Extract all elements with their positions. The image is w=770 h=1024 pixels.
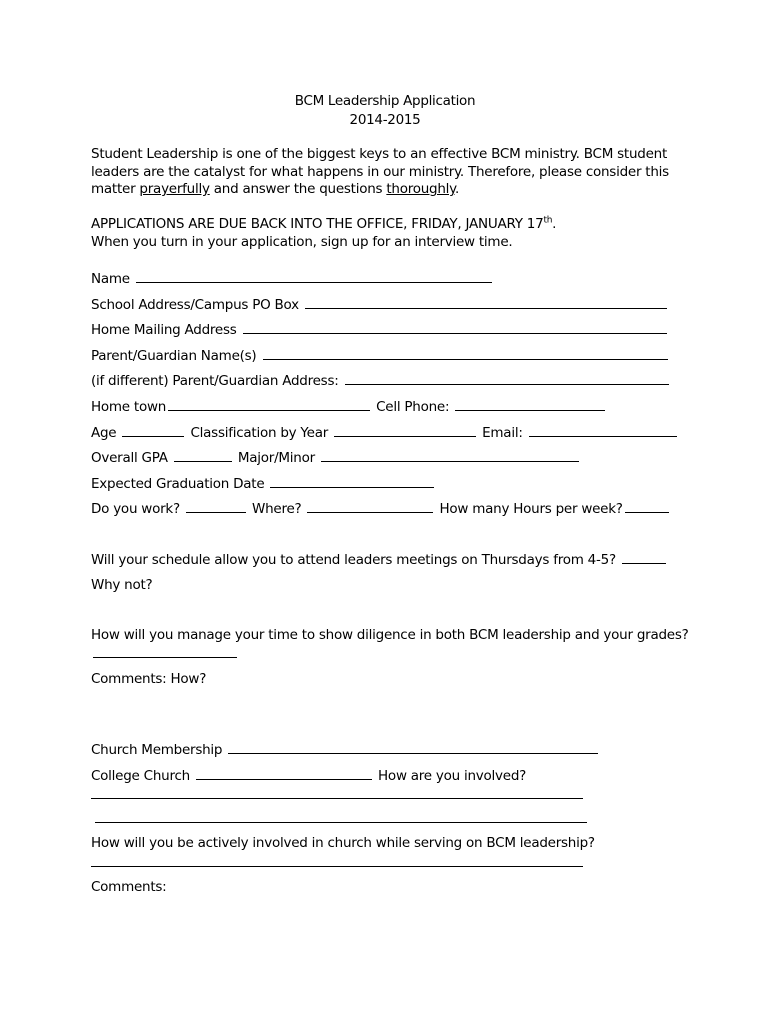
intro-emphasis-thoroughly: thoroughly xyxy=(386,181,455,197)
church-involvement-row xyxy=(91,835,691,855)
schedule-question: Will your schedule allow you to attend leaders meetings on Thursdays from 4-5? xyxy=(91,552,616,568)
cell-phone-label: Cell Phone: xyxy=(376,399,450,415)
guardian-names-label: Parent/Guardian Name(s) xyxy=(91,348,257,364)
intro-text-2: and answer the questions xyxy=(209,181,387,197)
intro-period: . xyxy=(454,181,460,197)
age-row xyxy=(91,424,691,444)
church-membership-row xyxy=(91,741,691,761)
gpa-row xyxy=(91,449,691,469)
guardian-address-row xyxy=(91,372,691,392)
hometown-label: Home town xyxy=(91,399,167,415)
comments-how-label: Comments: How? xyxy=(91,671,207,687)
graduation-label: Expected Graduation Date xyxy=(91,476,265,492)
comments-label: Comments: xyxy=(91,879,167,895)
why-not-row xyxy=(91,577,691,597)
guardian-address-label: (if different) Parent/Guardian Address: xyxy=(91,373,339,389)
guardian-names-field[interactable] xyxy=(263,347,668,360)
deadline-period: . xyxy=(552,216,557,232)
name-row xyxy=(91,270,691,290)
name-label: Name xyxy=(91,271,130,287)
email-field[interactable] xyxy=(529,424,677,437)
schedule-row xyxy=(91,551,691,571)
involvement-answer-line-1[interactable] xyxy=(91,798,583,799)
school-address-label: School Address/Campus PO Box xyxy=(91,297,299,313)
work-field[interactable] xyxy=(186,500,246,513)
college-church-row xyxy=(91,767,691,787)
work-row xyxy=(91,500,691,520)
intro-paragraph xyxy=(91,146,691,199)
form-title: BCM Leadership Application xyxy=(294,93,476,109)
work-label: Do you work? xyxy=(91,501,180,517)
age-field[interactable] xyxy=(122,424,184,437)
college-church-field[interactable] xyxy=(196,767,372,780)
email-label: Email: xyxy=(482,425,523,441)
gpa-field[interactable] xyxy=(174,449,232,462)
hours-label: How many Hours per week? xyxy=(439,501,623,517)
age-label: Age xyxy=(91,425,117,441)
school-address-row xyxy=(91,296,691,316)
guardian-names-row xyxy=(91,347,691,367)
comments-how-row xyxy=(91,671,691,691)
interview-instruction: When you turn in your application, sign up for an interview time. xyxy=(91,233,513,250)
home-address-field[interactable] xyxy=(243,321,667,334)
graduation-row xyxy=(91,475,691,495)
form-year: 2014-2015 xyxy=(349,112,421,128)
college-church-label: College Church xyxy=(91,768,190,784)
cell-phone-field[interactable] xyxy=(455,398,605,411)
major-field[interactable] xyxy=(321,449,579,462)
time-management-question xyxy=(91,627,691,663)
church-involvement-question: How will you be actively involved in church while serving on BCM leadership? xyxy=(91,835,595,851)
deadline-notice xyxy=(91,216,691,251)
hometown-row xyxy=(91,398,691,418)
involvement-answer-line-2[interactable] xyxy=(95,822,587,823)
time-management-field[interactable] xyxy=(93,645,237,658)
church-membership-field[interactable] xyxy=(228,741,598,754)
hours-field[interactable] xyxy=(625,500,669,513)
intro-text: Student Leadership is one of the biggest keys to an effective BCM ministry. BCM student leaders are the catalyst for what happens in our ministry. Therefore, please consider this matter xyxy=(91,146,669,197)
major-label: Major/Minor xyxy=(237,450,315,466)
church-involvement-answer-line[interactable] xyxy=(91,866,583,867)
time-management-text: How will you manage your time to show diligence in both BCM leadership and your grades? xyxy=(91,627,689,643)
classification-label: Classification by Year xyxy=(190,425,329,441)
church-membership-label: Church Membership xyxy=(91,742,223,758)
classification-field[interactable] xyxy=(334,424,476,437)
intro-emphasis-prayerfully: prayerfully xyxy=(139,181,210,197)
schedule-answer-field[interactable] xyxy=(622,551,666,564)
guardian-address-field[interactable] xyxy=(345,372,669,385)
involved-label: How are you involved? xyxy=(378,768,527,784)
why-not-label: Why not? xyxy=(91,577,153,593)
school-address-field[interactable] xyxy=(305,296,667,309)
where-label: Where? xyxy=(251,501,302,517)
home-address-row xyxy=(91,321,691,341)
home-address-label: Home Mailing Address xyxy=(91,322,237,338)
where-field[interactable] xyxy=(307,500,433,513)
hometown-field[interactable] xyxy=(168,398,370,411)
comments-row xyxy=(91,879,691,899)
deadline-lead: APPLICATIONS ARE DUE BACK INTO THE OFFICE, xyxy=(91,216,412,232)
deadline-date: FRIDAY, JANUARY 17 xyxy=(411,216,544,232)
graduation-field[interactable] xyxy=(270,475,434,488)
gpa-label: Overall GPA xyxy=(91,450,168,466)
deadline-date-suffix: th xyxy=(543,215,553,226)
name-field[interactable] xyxy=(136,270,492,283)
